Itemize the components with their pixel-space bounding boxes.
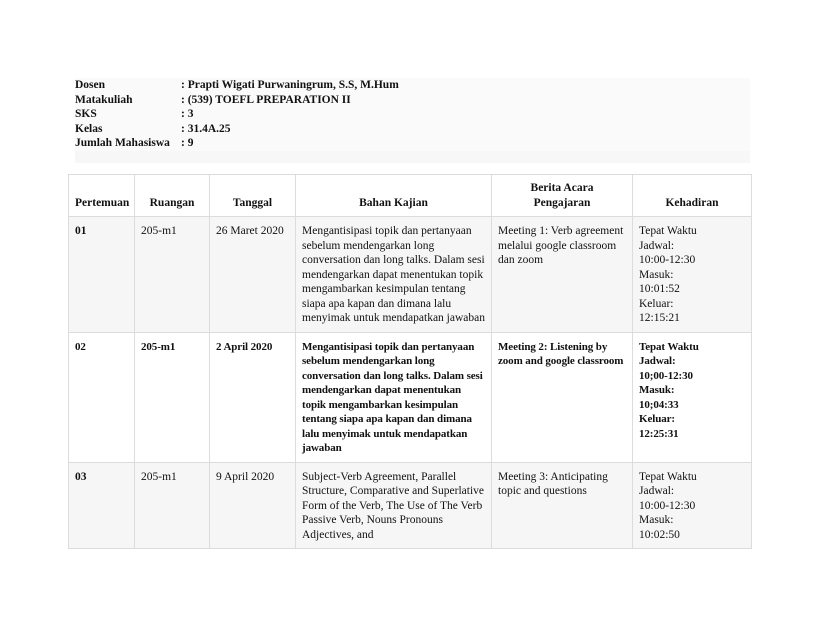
header-tanggal: Tanggal xyxy=(210,175,296,217)
kehadiran-keluar-value: 12:25:31 xyxy=(639,427,679,440)
header-kehadiran: Kehadiran xyxy=(633,175,752,217)
kehadiran-jadwal-value: 10;00-12:30 xyxy=(639,369,693,382)
cell-bahan-kajian: Mengantisipasi topik dan pertanyaan sebelum mendengarkan long conversation dan long talks. Dalam sesi mendengarkan dapat menentukan topik mengambarkan kesimpulan tentang siapa apa kapan dan dimana lalu menyimak untuk mendapatkan jawaban xyxy=(296,332,492,462)
cell-pertemuan: 03 xyxy=(69,462,135,549)
kehadiran-masuk-value: 10:01:52 xyxy=(639,283,680,295)
table-row xyxy=(69,217,752,333)
cell-kehadiran xyxy=(633,332,752,462)
header-berita-acara xyxy=(492,175,633,217)
cell-ruangan: 205-m1 xyxy=(135,217,210,333)
kehadiran-masuk-label: Masuk: xyxy=(639,514,674,526)
table-header-row xyxy=(69,175,752,217)
kehadiran-jadwal-label: Jadwal: xyxy=(639,239,675,252)
cell-kehadiran xyxy=(633,217,752,333)
cell-berita-acara: Meeting 1: Verb agreement melalui google classroom dan zoom xyxy=(492,217,633,333)
header-berita-line-1: Berita Acara xyxy=(530,182,594,194)
info-label: Jumlah Mahasiswa xyxy=(75,137,170,149)
schedule-table xyxy=(68,174,752,549)
cell-tanggal: 26 Maret 2020 xyxy=(210,217,296,333)
info-row-dosen xyxy=(75,78,750,93)
info-value: : (539) TOEFL PREPARATION II xyxy=(181,93,351,106)
cell-tanggal: 2 April 2020 xyxy=(210,332,296,462)
kehadiran-keluar-label: Keluar: xyxy=(639,413,675,425)
info-value: : 3 xyxy=(181,108,194,120)
kehadiran-masuk-label: Masuk: xyxy=(639,268,674,281)
cell-pertemuan: 02 xyxy=(69,332,135,462)
kehadiran-status: Tepat Waktu xyxy=(639,225,697,237)
info-row-matakuliah xyxy=(75,93,750,108)
header-ruangan: Ruangan xyxy=(135,175,210,217)
info-value: : Prapti Wigati Purwaningrum, S.S, M.Hum xyxy=(181,79,399,91)
cell-ruangan: 205-m1 xyxy=(135,332,210,462)
header-pertemuan: Pertemuan xyxy=(69,175,135,217)
cell-tanggal: 9 April 2020 xyxy=(210,462,296,549)
header-berita-line-2: Pengajaran xyxy=(533,196,591,209)
info-label: Dosen xyxy=(75,79,106,91)
info-label: Kelas xyxy=(75,122,103,135)
cell-ruangan: 205-m1 xyxy=(135,462,210,549)
info-value: : 31.4A.25 xyxy=(181,122,231,135)
table-row xyxy=(69,332,752,462)
cell-bahan-kajian: Mengantisipasi topik dan pertanyaan sebelum mendengarkan long conversation dan long talks. Dalam sesi mendengarkan dapat menentukan topik mengambarkan kesimpulan tentang siapa apa kapan dan dimana lalu menyimak untuk mendapatkan jawaban xyxy=(296,217,492,333)
cell-kehadiran xyxy=(633,462,752,549)
section-divider xyxy=(75,151,750,163)
kehadiran-jadwal-value: 10:00-12:30 xyxy=(639,499,696,512)
info-row-kelas xyxy=(75,122,750,137)
info-value: : 9 xyxy=(181,137,194,149)
cell-bahan-kajian: Subject-Verb Agreement, Parallel Structure, Comparative and Superlative Form of the Verb, The Use of The Verb Passive Verb, Nouns Pronouns Adjectives, and xyxy=(296,462,492,549)
kehadiran-masuk-value: 10:02:50 xyxy=(639,528,680,541)
cell-berita-acara: Meeting 2: Listening by zoom and google classroom xyxy=(492,332,633,462)
table-row xyxy=(69,462,752,549)
kehadiran-status: Tepat Waktu xyxy=(639,340,699,353)
course-info xyxy=(75,78,750,153)
kehadiran-status: Tepat Waktu xyxy=(639,470,697,483)
info-row-jumlah-mahasiswa xyxy=(75,136,750,151)
info-label: Matakuliah xyxy=(75,93,133,106)
cell-pertemuan: 01 xyxy=(69,217,135,333)
cell-berita-acara: Meeting 3: Anticipating topic and questions xyxy=(492,462,633,549)
kehadiran-jadwal-value: 10:00-12:30 xyxy=(639,254,696,266)
kehadiran-masuk-label: Masuk: xyxy=(639,384,675,396)
kehadiran-keluar-value: 12:15:21 xyxy=(639,312,680,324)
info-row-sks xyxy=(75,107,750,122)
kehadiran-keluar-label: Keluar: xyxy=(639,297,674,310)
kehadiran-masuk-value: 10;04:33 xyxy=(639,398,679,411)
kehadiran-jadwal-label: Jadwal: xyxy=(639,355,676,367)
kehadiran-jadwal-label: Jadwal: xyxy=(639,485,675,497)
header-bahan-kajian: Bahan Kajian xyxy=(296,175,492,217)
info-label: SKS xyxy=(75,108,97,120)
